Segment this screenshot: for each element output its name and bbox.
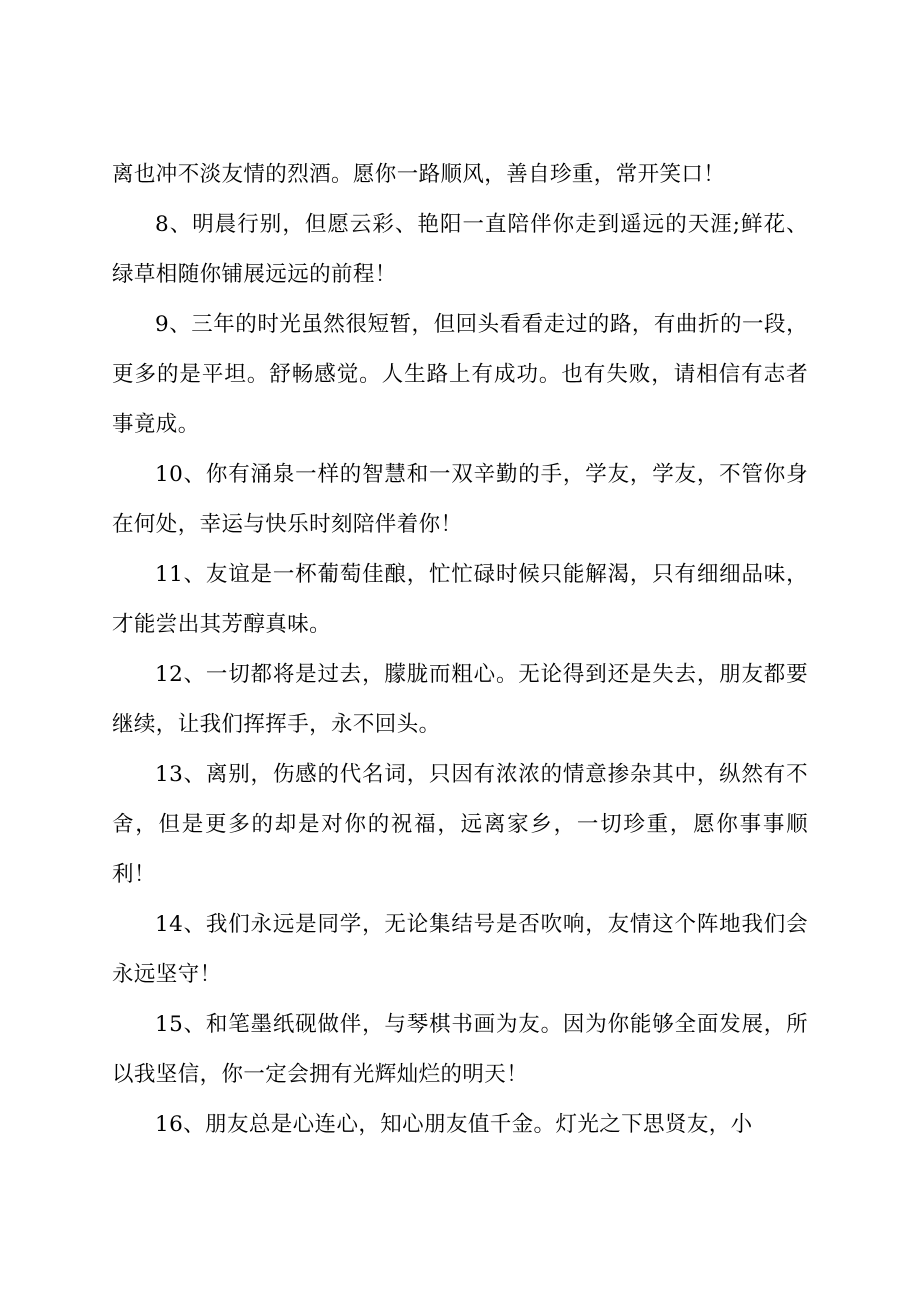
paragraph-9: 9、三年的时光虽然很短暂，但回头看看走过的路，有曲折的一段，更多的是平坦。舒畅感觉。人生路上有成功。也有失败，请相信有志者事竟成。 bbox=[112, 312, 808, 437]
paragraph-11: 11、友谊是一杯葡萄佳酿，忙忙碌时候只能解渴，只有细细品味，才能尝出其芳醇真味。 bbox=[112, 562, 808, 637]
paragraph-12: 12、一切都将是过去，朦胧而粗心。无论得到还是失去，朋友都要继续，让我们挥挥手，永不回头。 bbox=[112, 662, 808, 737]
paragraph-8: 8、明晨行别，但愿云彩、艳阳一直陪伴你走到遥远的天涯;鲜花、绿草相随你铺展远远的前程！ bbox=[112, 212, 808, 287]
paragraph-15: 15、和笔墨纸砚做伴，与琴棋书画为友。因为你能够全面发展，所以我坚信，你一定会拥有光辉灿烂的明天！ bbox=[112, 1012, 808, 1087]
paragraph-13: 13、离别，伤感的代名词，只因有浓浓的情意掺杂其中，纵然有不舍，但是更多的却是对你的祝福，远离家乡，一切珍重，愿你事事顺利！ bbox=[112, 762, 808, 887]
paragraph-16: 16、朋友总是心连心，知心朋友值千金。灯光之下思贤友，小 bbox=[155, 1112, 753, 1137]
paragraph-10: 10、你有涌泉一样的智慧和一双辛勤的手，学友，学友，不管你身在何处，幸运与快乐时刻陪伴着你！ bbox=[112, 462, 808, 537]
paragraph-continued-7: 离也冲不淡友情的烈酒。愿你一路顺风，善自珍重，常开笑口！ bbox=[112, 162, 726, 187]
paragraph-14: 14、我们永远是同学，无论集结号是否吹响，友情这个阵地我们会永远坚守！ bbox=[112, 912, 808, 987]
document-text-body bbox=[112, 150, 808, 1150]
